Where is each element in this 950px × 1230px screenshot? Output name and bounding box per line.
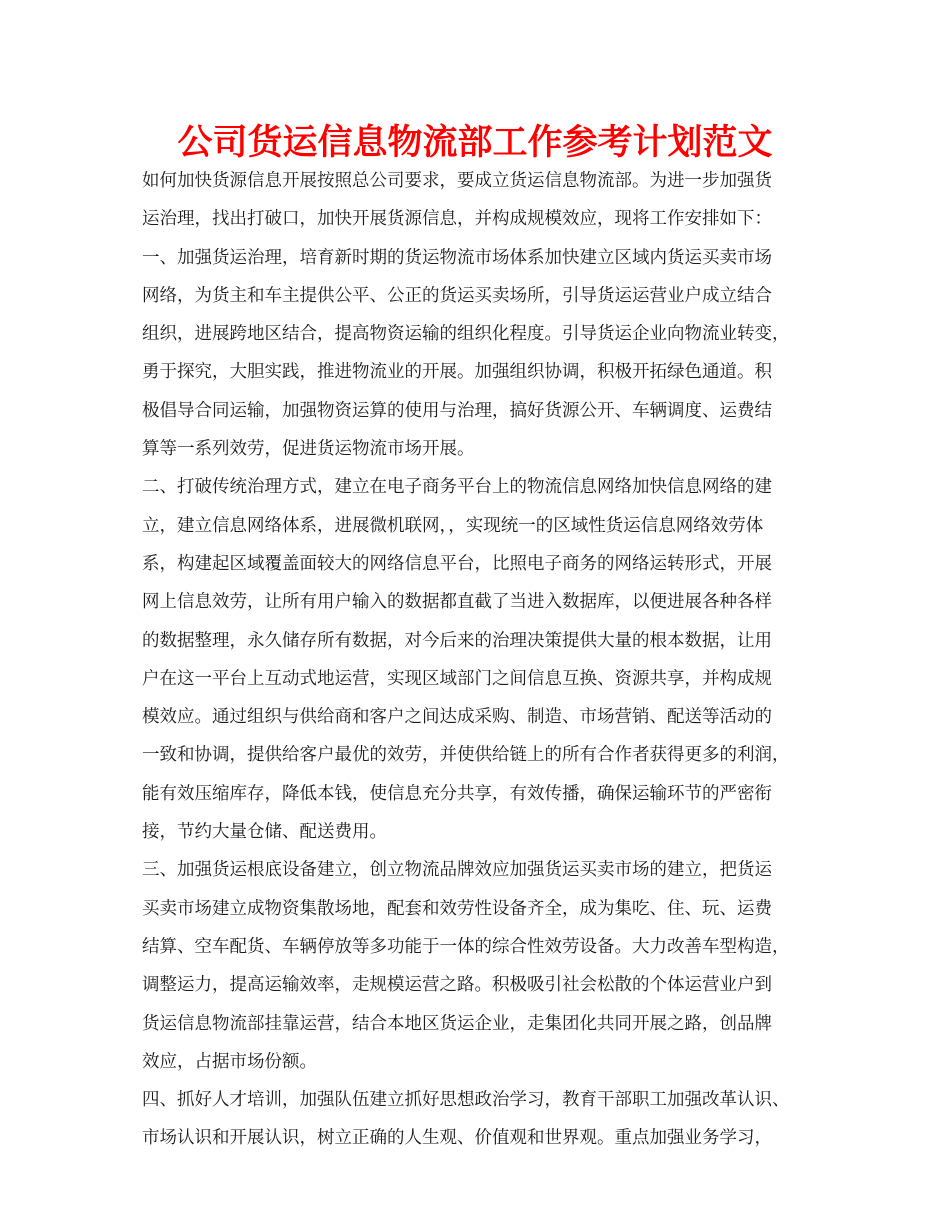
document-title: 公司货运信息物流部工作参考计划范文 <box>177 123 773 163</box>
document-body <box>142 162 822 1158</box>
body-line: 算等一系列效劳，促进货运物流市场开展。 <box>142 439 475 460</box>
body-line: 二、打破传统治理方式，建立在电子商务平台上的物流信息网络加快信息网络的建 <box>142 477 772 498</box>
body-line: 极倡导合同运输，加强物资运算的使用与治理，搞好货源公开、车辆调度、运费结 <box>142 400 772 421</box>
body-line: 运治理，找出打破口，加快开展货源信息，并构成规模效应，现将工作安排如下： <box>142 209 772 230</box>
body-line: 买卖市场建立成物资集散场地，配套和效劳性设备齐全，成为集吃、住、玩、运费 <box>142 898 772 919</box>
body-line: 四、抓好人才培训，加强队伍建立抓好思想政治学习，教育干部职工加强改革认识、 <box>142 1090 790 1111</box>
body-line: 户在这一平台上互动式地运营，实现区域部门之间信息互换、资源共享，并构成规 <box>142 668 772 689</box>
body-line: 如何加快货源信息开展按照总公司要求，要成立货运信息物流部。为进一步加强货 <box>142 171 772 191</box>
body-line: 组织，进展跨地区结合，提高物资运输的组织化程度。引导货运企业向物流业转变， <box>142 324 790 345</box>
body-line: 立，建立信息网络体系，进展微机联网，，实现统一的区域性货运信息网络效劳体 <box>142 515 764 536</box>
body-line: 调整运力，提高运输效率，走规模运营之路。积极吸引社会松散的个体运营业户到 <box>142 975 772 996</box>
body-line: 网络，为货主和车主提供公平、公正的货运买卖场所，引导货运运营业户成立结合 <box>142 285 772 306</box>
body-line: 效应，占据市场份额。 <box>142 1051 317 1072</box>
body-line: 接，节约大量仓储、配送费用。 <box>142 822 387 843</box>
body-line: 一、加强货运治理，培育新时期的货运物流市场体系加快建立区域内货运买卖市场 <box>142 247 772 268</box>
body-line: 市场认识和开展认识，树立正确的人生观、价值观和世界观。重点加强业务学习， <box>142 1128 772 1149</box>
body-line: 三、加强货运根底设备建立，创立物流品牌效应加强货运买卖市场的建立，把货运 <box>142 860 772 881</box>
body-line: 系，构建起区域覆盖面较大的网络信息平台，比照电子商务的网络运转形式，开展 <box>142 553 772 574</box>
body-line: 网上信息效劳，让所有用户输入的数据都直截了当进入数据库，以便进展各种各样 <box>142 592 772 613</box>
body-line: 勇于探究，大胆实践，推进物流业的开展。加强组织协调，积极开拓绿色通道。积 <box>142 362 772 383</box>
body-line: 模效应。通过组织与供给商和客户之间达成采购、制造、市场营销、配送等活动的 <box>142 707 772 728</box>
body-line: 能有效压缩库存，降低本钱，使信息充分共享，有效传播，确保运输环节的严密衔 <box>142 783 772 804</box>
body-line: 的数据整理，永久储存所有数据，对今后来的治理决策提供大量的根本数据，让用 <box>142 630 772 651</box>
body-line: 结算、空车配货、车辆停放等多功能于一体的综合性效劳设备。大力改善车型构造， <box>142 936 790 957</box>
body-line: 一致和协调，提供给客户最优的效劳，并使供给链上的所有合作者获得更多的利润， <box>142 745 790 766</box>
body-line: 货运信息物流部挂靠运营，结合本地区货运企业，走集团化共同开展之路，创品牌 <box>142 1013 772 1034</box>
